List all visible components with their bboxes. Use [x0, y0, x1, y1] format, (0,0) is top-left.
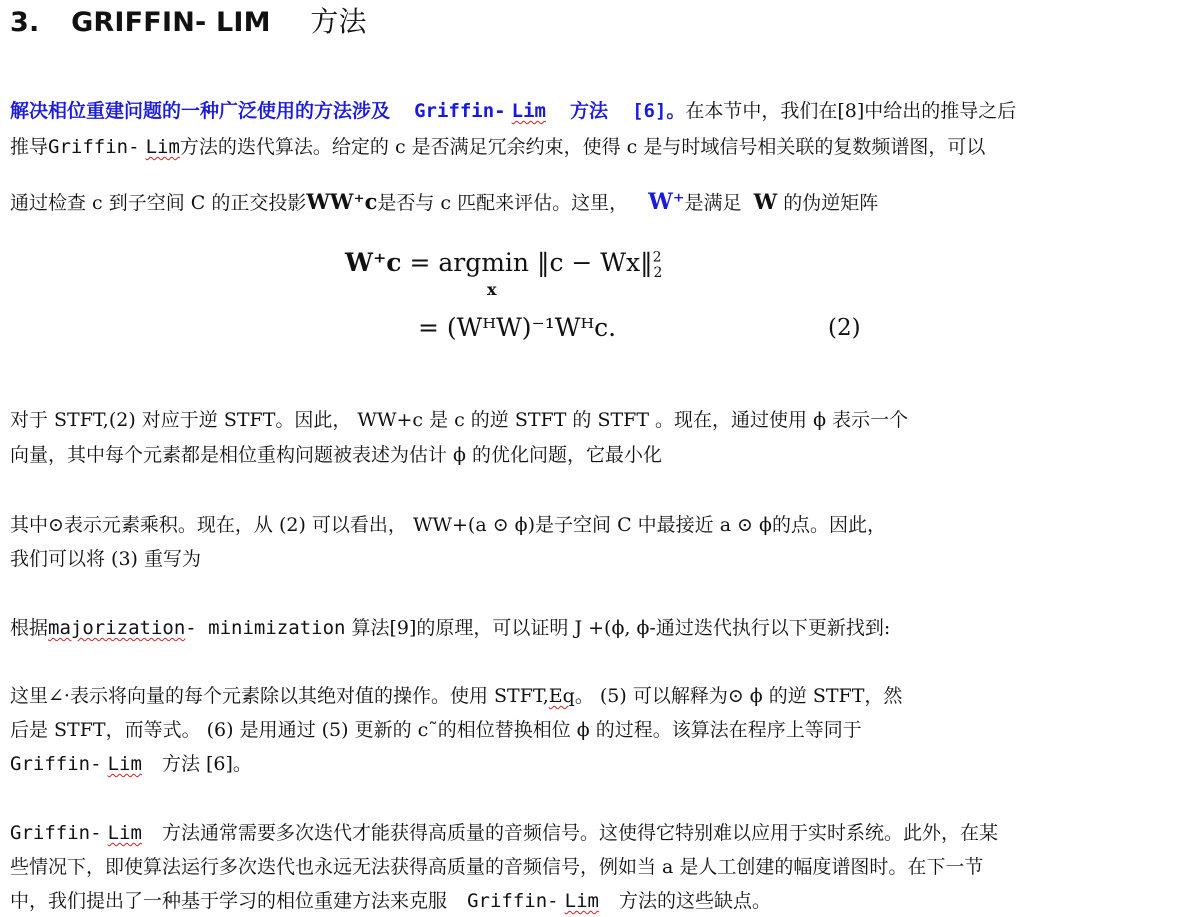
blue-lim-text: Lim [511, 100, 546, 122]
p1-line3-a: 通过检查 c 到子空间 C 的正交投影 [10, 192, 307, 214]
p5-eq: Eq [548, 685, 575, 707]
blue-method-text: 方法 [570, 100, 609, 122]
p1-line2-lim: Lim [145, 136, 180, 158]
p6-line3-lim: Lim [564, 890, 599, 912]
p4-rest: 算法[9]的原理，可以证明 J +(ϕ, ϕ-通过迭代执行以下更新找到: [351, 617, 891, 639]
p6-lim: Lim [107, 822, 142, 844]
p1-line1-rest: 在本节中，我们在[8]中给出的推导之后 [685, 100, 1017, 122]
p1-line3-b: 是否与 c 匹配来评估。这里， [377, 192, 629, 214]
p5-lim: Lim [107, 753, 142, 775]
p6-griffin: Griffin- [10, 822, 102, 844]
paragraph-3-line-2: 我们可以将 (3) 重写为 [10, 548, 201, 570]
p4-majorization: majorization [48, 617, 186, 639]
p5-line3-rest: 方法 [6]。 [161, 753, 252, 775]
norm-index: 2 [653, 265, 663, 281]
p6-line3-griffin: Griffin- [467, 890, 559, 912]
paragraph-4 [10, 613, 890, 640]
paragraph-5-line-3 [10, 749, 252, 776]
paragraph-1-line-1 [10, 96, 1016, 123]
blue-griffin-text: Griffin- [414, 100, 506, 122]
equation-row-1 [345, 248, 663, 281]
matrix-w-symbol: W [753, 189, 778, 214]
section-title: GRIFFIN- LIM [71, 7, 271, 38]
paragraph-6-line-2: 些情况下，即使算法运行多次迭代也永远无法获得高质量的音频信号，例如当 a 是人工创建的幅度谱图时。在下一节 [10, 856, 984, 878]
paragraph-5-line-1 [10, 681, 902, 708]
norm-power: 2 [652, 249, 662, 266]
p4-a: 根据 [10, 617, 49, 639]
paragraph-6-line-3 [10, 886, 771, 913]
p1-line2-a: 推导 [10, 136, 49, 158]
equation-number: (2) [828, 315, 861, 341]
p1-line3-c: 是满足 [684, 192, 742, 214]
section-title-cn: 方法 [310, 5, 367, 38]
p5-griffin: Griffin- [10, 753, 102, 775]
paragraph-2-line-1: 对于 STFT,(2) 对应于逆 STFT。因此， WW+c 是 c 的逆 STFT 的 STFT 。现在，通过使用 ϕ 表示一个 [10, 409, 909, 431]
p1-line3-d: 的伪逆矩阵 [783, 192, 879, 214]
paragraph-1-line-2 [10, 132, 985, 159]
equation-row1-text: = argmin ‖c − Wx‖ [409, 248, 653, 277]
p5-line1-b: 。 (5) 可以解释为⊙ ϕ 的逆 STFT，然 [574, 685, 903, 707]
p6-line1-rest: 方法通常需要多次迭代才能获得高质量的音频信号。这使得它特别难以应用于实时系统。此外，在某 [161, 822, 998, 844]
p6-line3-rest: 方法的这些缺点。 [619, 890, 772, 912]
paragraph-3-line-1: 其中⊙表示元素乘积。现在，从 (2) 可以看出， WW+(a ⊙ ϕ)是子空间 C 中最接近 a ⊙ ϕ的点。因此， [10, 514, 886, 536]
paragraph-6-line-1 [10, 818, 998, 845]
p6-line3-a: 中，我们提出了一种基于学习的相位重建方法来克服 [10, 890, 448, 912]
p1-line2-griffin: Griffin- [48, 136, 140, 158]
section-heading [10, 0, 367, 40]
section-number: 3. [10, 7, 40, 38]
equation-row-2: = (WᴴW)⁻¹Wᴴc. [418, 313, 617, 342]
p5-line1-a: 这里∠·表示将向量的每个元素除以其绝对值的操作。使用 STFT, [10, 685, 549, 707]
argmin-subscript: x [487, 280, 497, 299]
p1-line2-rest: 方法的迭代算法。给定的 c 是否满足冗余约束，使得 c 是与时域信号相关联的复数频谱图，可以 [179, 136, 986, 158]
projection-math: WW⁺c [306, 189, 378, 214]
paragraph-2-line-2: 向量，其中每个元素都是相位重构问题被表述为估计 ϕ 的优化问题，它最小化 [10, 444, 663, 466]
blue-ref-text: [6]。 [632, 100, 686, 122]
paragraph-5-line-2: 后是 STFT，而等式。 (6) 是用通过 (5) 更新的 c˜的相位替换相位 ϕ 的过程。该算法在程序上等同于 [10, 719, 862, 741]
paragraph-1-line-3 [10, 188, 878, 215]
blue-intro-text: 解决相位重建问题的一种广泛使用的方法涉及 [10, 100, 391, 122]
equation-lhs: W⁺c [345, 248, 402, 277]
p4-minimization: - minimization [185, 617, 346, 639]
pseudo-inverse-symbol: W⁺ [648, 189, 685, 215]
